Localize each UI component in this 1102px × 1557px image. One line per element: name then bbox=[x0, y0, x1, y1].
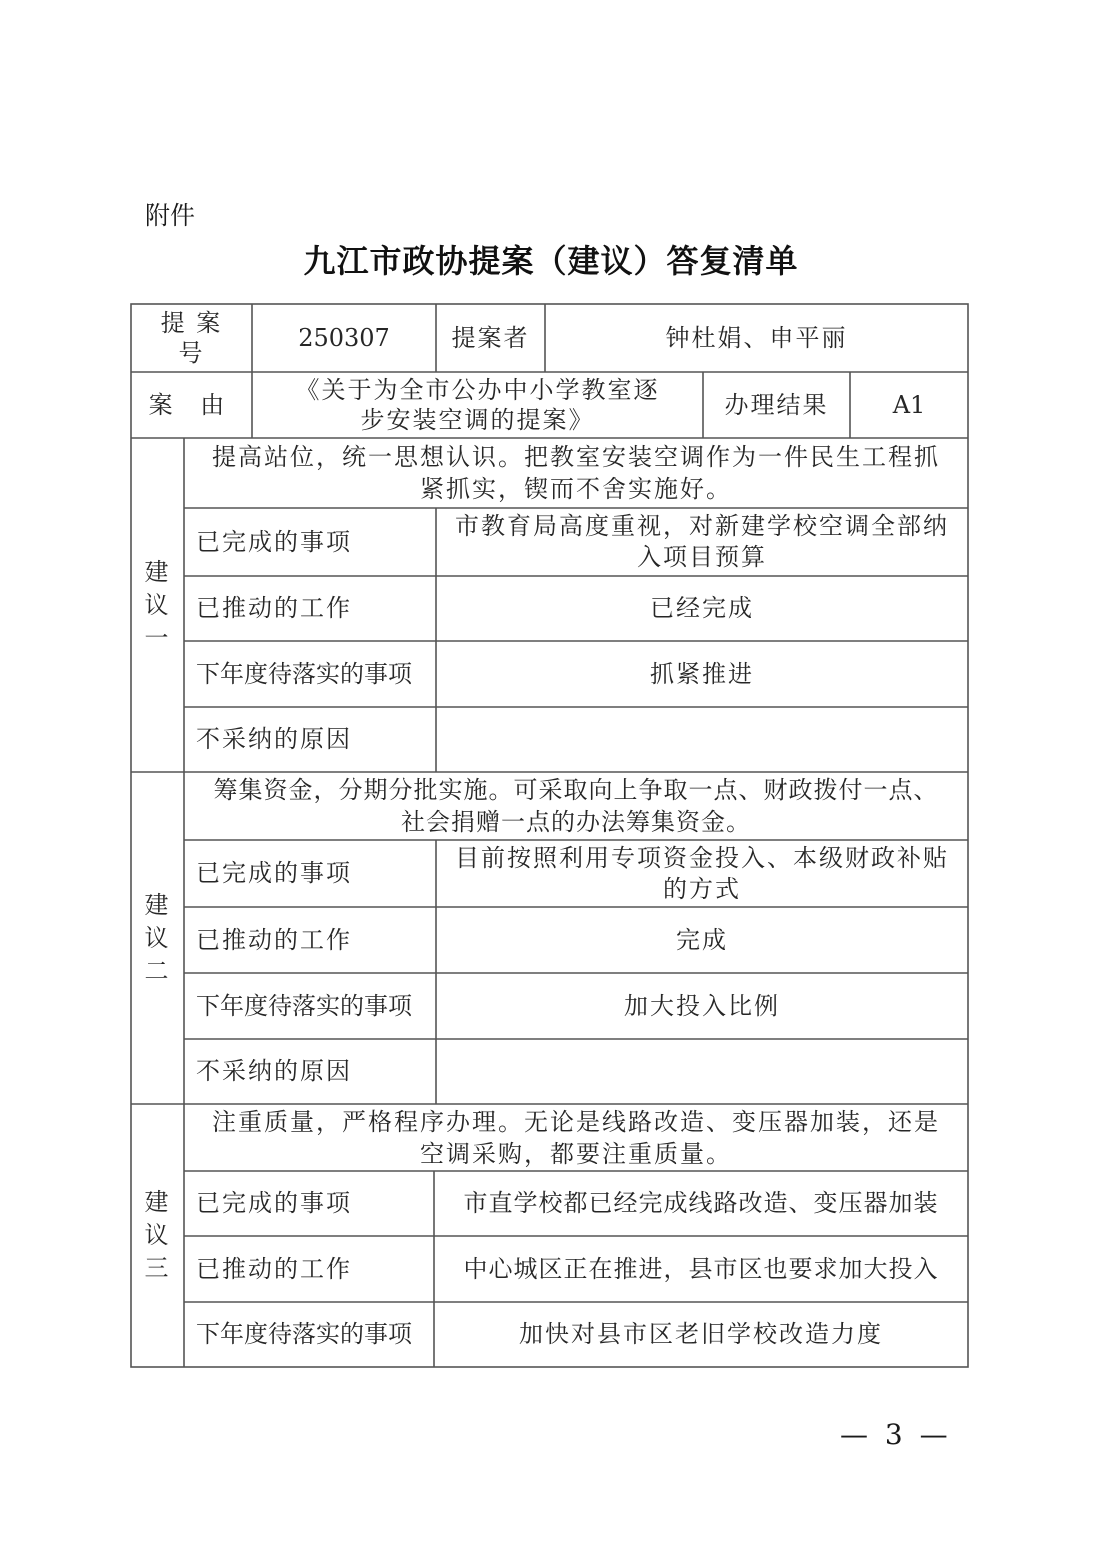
suggestion-2-not-adopted-label: 不采纳的原因 bbox=[196, 1057, 352, 1085]
suggestion-3-completed: 市直学校都已经完成线路改造、变压器加装 bbox=[463, 1189, 939, 1217]
suggestion-1-next-year-label: 下年度待落实的事项 bbox=[196, 659, 412, 688]
result-value: A1 bbox=[892, 390, 926, 419]
suggestion-2-label: 建 议 二 bbox=[144, 890, 171, 985]
suggestion-1-label: 建 议 一 bbox=[144, 557, 171, 652]
suggestion-1-promoted: 已经完成 bbox=[650, 594, 754, 622]
suggestion-1-not-adopted-label: 不采纳的原因 bbox=[196, 725, 352, 753]
result-label: 办理结果 bbox=[724, 390, 829, 419]
suggestion-1-not-adopted bbox=[436, 707, 968, 772]
suggestion-1-promoted-label: 已推动的工作 bbox=[196, 594, 352, 622]
attachment-label: 附件 bbox=[145, 201, 196, 230]
document-title: 九江市政协提案（建议）答复清单 bbox=[303, 242, 799, 280]
suggestion-3-promoted: 中心城区正在推进，县市区也要求加大投入 bbox=[463, 1254, 939, 1283]
suggestion-1-completed: 市教育局高度重视，对新建学校空调全部纳 入项目预算 bbox=[455, 512, 949, 571]
suggestion-3-promoted-label: 已推动的工作 bbox=[196, 1254, 352, 1283]
suggestion-2-completed: 目前按照利用专项资金投入、本级财政补贴 的方式 bbox=[455, 843, 949, 903]
proposer-label: 提案者 bbox=[451, 323, 530, 352]
suggestion-2-promoted: 完成 bbox=[676, 925, 728, 954]
suggestion-1-completed-label: 已完成的事项 bbox=[196, 527, 352, 556]
suggestion-2-completed-label: 已完成的事项 bbox=[196, 859, 352, 887]
suggestion-3-completed-label: 已完成的事项 bbox=[196, 1189, 352, 1217]
suggestion-3-summary: 注重质量，严格程序办理。无论是线路改造、变压器加装，还是 空调采购，都要注重质量。 bbox=[212, 1107, 940, 1168]
suggestion-3-label: 建 议 三 bbox=[144, 1188, 171, 1282]
suggestion-2-summary: 筹集资金，分期分批实施。可采取向上争取一点、财政拨付一点、 社会捐赠一点的办法筹集资金。 bbox=[213, 776, 939, 836]
suggestion-2-next-year-label: 下年度待落实的事项 bbox=[196, 991, 412, 1020]
suggestion-1-next-year: 抓紧推进 bbox=[650, 659, 754, 688]
suggestion-2-promoted-label: 已推动的工作 bbox=[196, 925, 352, 954]
proposer-names: 钟杜娟、申平丽 bbox=[665, 323, 848, 352]
suggestion-1-summary: 提高站位，统一思想认识。把教室安装空调作为一件民生工程抓 紧抓实，锲而不舍实施好。 bbox=[212, 443, 940, 503]
suggestion-3-next-year-label: 下年度待落实的事项 bbox=[196, 1320, 412, 1348]
suggestion-2-not-adopted bbox=[436, 1039, 968, 1104]
reason-label: 案 由 bbox=[148, 390, 235, 419]
suggestion-2-next-year: 加大投入比例 bbox=[624, 991, 780, 1020]
proposal-no: 250307 bbox=[298, 323, 390, 352]
reason-text: 《关于为全市公办中小学教室逐 步安装空调的提案》 bbox=[295, 376, 660, 434]
proposal-no-label: 提 案 号 bbox=[160, 309, 223, 367]
suggestion-3-next-year: 加快对县市区老旧学校改造力度 bbox=[519, 1320, 883, 1348]
page-number: — 3 — bbox=[840, 1418, 952, 1451]
